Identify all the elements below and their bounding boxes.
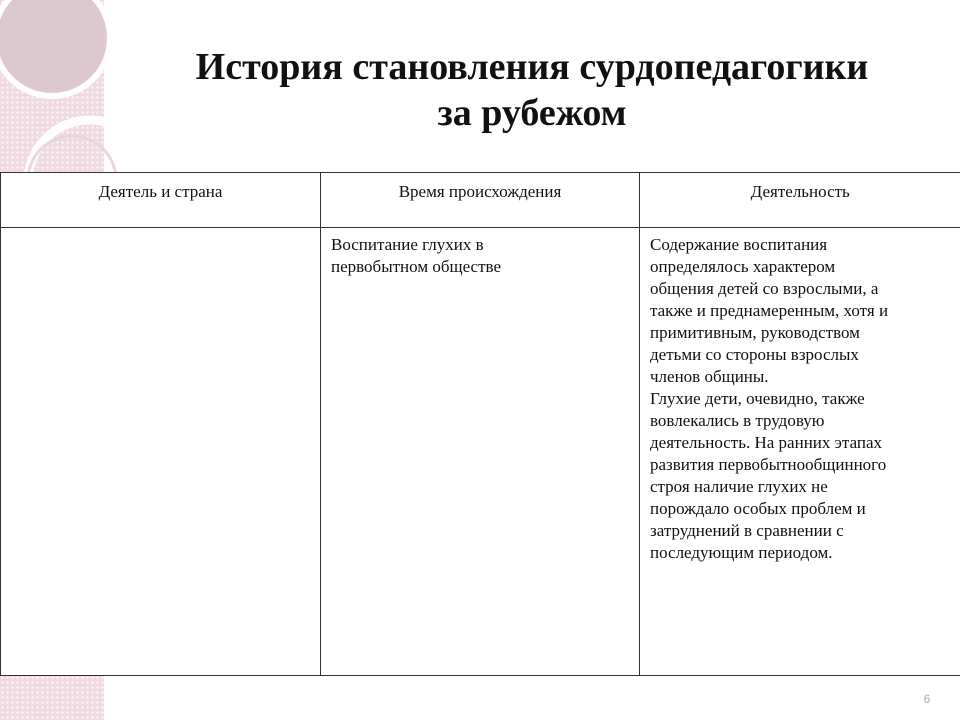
table-row	[1, 228, 960, 676]
slide-number: 6	[923, 692, 931, 706]
header-figure-country: Деятель и страна	[1, 173, 321, 228]
slide-title-line-2: за рубежом	[437, 92, 627, 134]
cell-figure-country	[1, 228, 321, 676]
cell-time-period: Воспитание глухих в первобытном обществе	[321, 228, 640, 676]
slide-title	[104, 44, 960, 136]
decorative-circle-large	[0, 0, 110, 96]
header-time-period: Время происхождения	[321, 173, 640, 228]
header-activity: Деятельность	[640, 173, 960, 228]
table-header-row	[1, 173, 960, 228]
slide-title-line-1: История становления сурдопедагогики	[195, 46, 869, 88]
cell-activity: Содержание воспитания определялось характером общения детей со взрослыми, а также и преднамеренным, хотя и примитивным, руководством детьми со стороны взрослых членов общины. Глухие дети, очевидно, также вовлекались в трудовую деятельность. На ранних этапах развития первобытнообщинного строя наличие глухих не порождало особых проблем и затруднений в сравнении с последующим периодом.	[640, 228, 960, 676]
history-table	[0, 172, 960, 676]
